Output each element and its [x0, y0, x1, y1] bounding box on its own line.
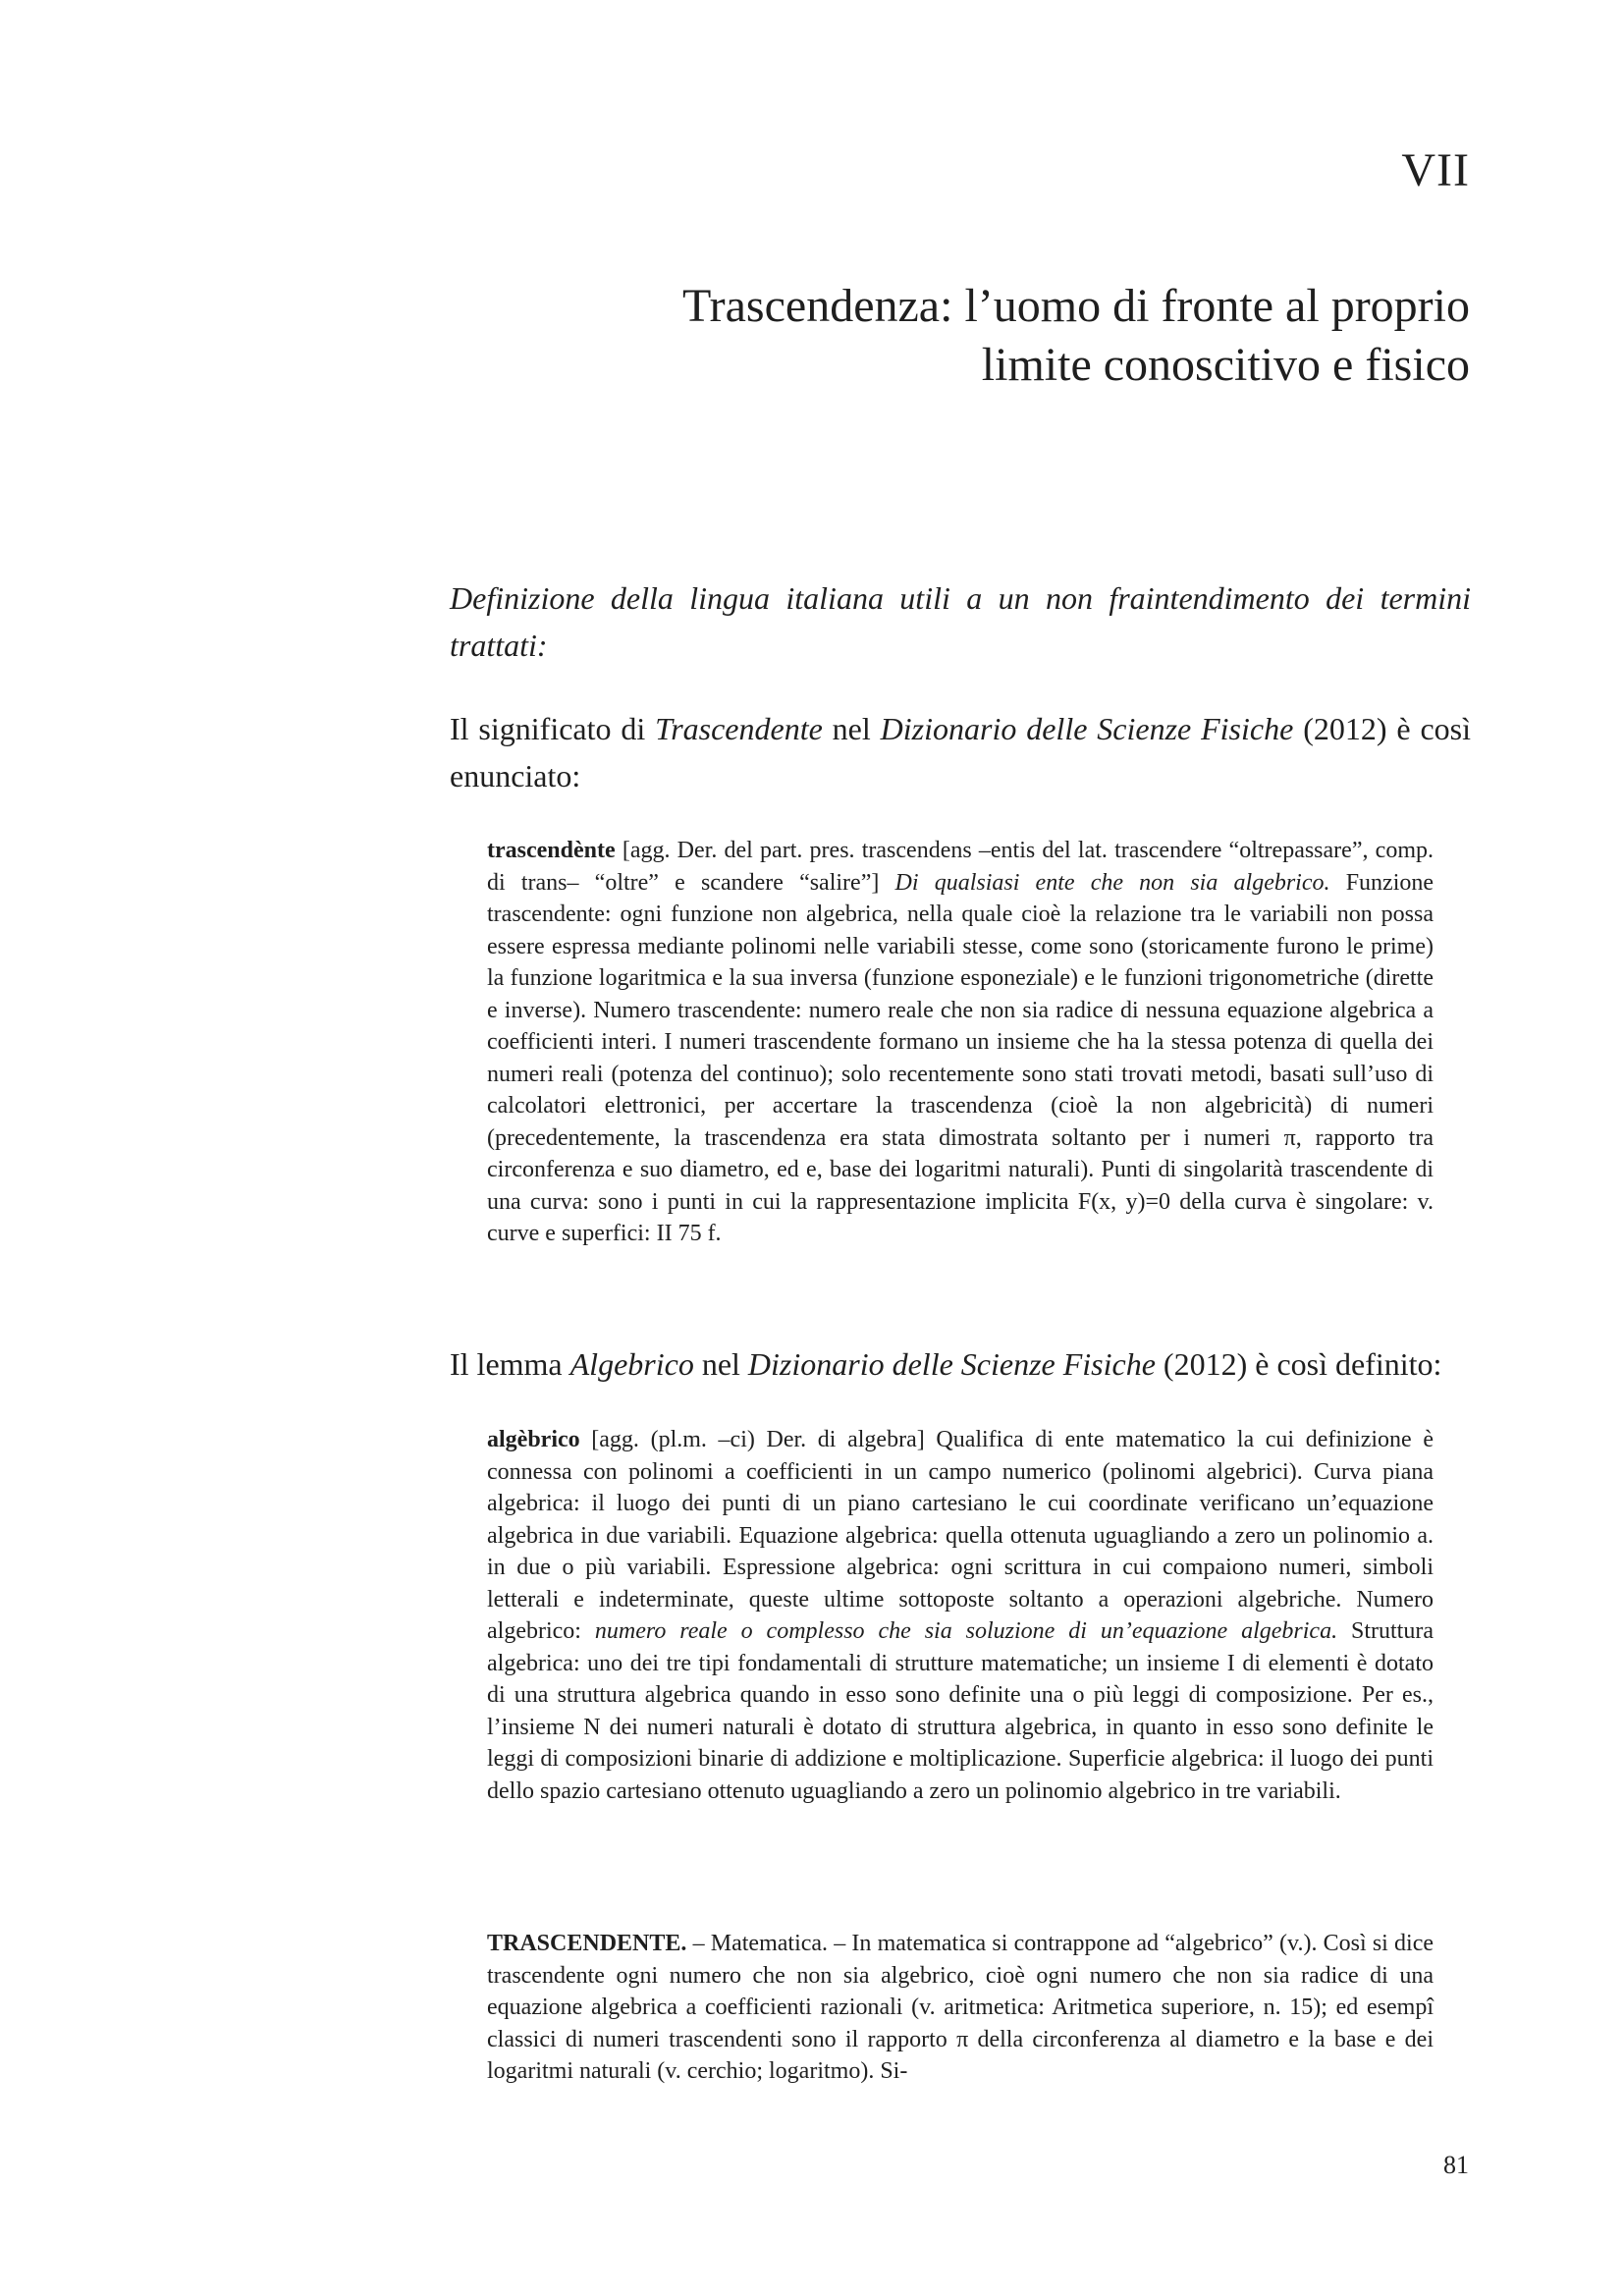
lead-text: nel: [693, 1346, 748, 1382]
intro-heading: Definizione della lingua italiana utili a un non fraintendimento dei termini trattati:: [450, 580, 1471, 663]
entry-text: [agg. (pl.m. –ci) Der. di algebra] Qualifica di ente matematico la cui definizione è connessa con polinomi a coefficienti in un campo numerico (polinomi algebrici). Curva piana algebrica: il luogo dei punti di un piano cartesiano le cui coordinate verificano un’equazione algebrica in due variabili. Equazione algebrica: quella ottenuta uguagliando a zero un polinomio a. in due o più variabili. Espressione algebrica: ogni scrittura in cui compaiono numeri, simboli letterali e indeterminate, queste ultime sottoposte soltanto a operazioni algebriche. Numero algebrico:: [487, 1427, 1434, 1644]
chapter-title-line-1: Trascendenza: l’uomo di fronte al proprio: [681, 280, 1470, 332]
lead-text: Il significato di: [450, 711, 656, 746]
lead-source: Dizionario delle Scienze Fisiche: [880, 711, 1294, 746]
lead-text: (2012) è così enunciato:: [450, 711, 1472, 793]
lead-paragraph-algebrico: [450, 1340, 1471, 1388]
entry-text: – Matematica. – In matematica si contrappone ad “algebrico” (v.). Così si dice trascendente ogni numero che non sia algebrico, cioè ogni numero che non sia radice di una equazione algebrica a coefficienti razionali (v. aritmetica: Aritmetica superiore, n. 15); ed esempî classici di numeri trascendenti sono il rapporto π della circonferenza al diametro e la base e dei logaritmi naturali (v. cerchio; logaritmo). Si-: [487, 1931, 1434, 2084]
chapter-title-line-2: limite conoscitivo e fisico: [981, 339, 1470, 391]
dictionary-entry-algebrico: [487, 1424, 1434, 1807]
entry-text: Struttura algebrica: uno dei tre tipi fondamentali di strutture matematiche; un insieme I di elementi è dotato di una struttura algebrica quando in esso sono definite una o più leggi di composizione. Per es., l’insieme N dei numeri naturali è dotato di struttura algebrica, in quanto in esso sono definite le leggi di composizioni binarie di addizione e moltiplicazione. Superficie algebrica: il luogo dei punti dello spazio cartesiano ottenuto uguagliando a zero un polinomio algebrico in tre variabili.: [487, 1618, 1434, 1804]
lead-source: Dizionario delle Scienze Fisiche: [747, 1346, 1156, 1382]
lead-paragraph-trascendente: [450, 705, 1471, 799]
entry-headword: trascendènte: [487, 838, 616, 863]
lead-text: nel: [822, 711, 881, 746]
lead-text: Il lemma: [450, 1346, 570, 1382]
page-number: 81: [1443, 2151, 1469, 2179]
entry-italic-definition: numero reale o complesso che sia soluzione di un’equazione algebrica.: [594, 1618, 1338, 1644]
entry-italic-definition: Di qualsiasi ente che non sia algebrico.: [894, 869, 1330, 896]
dictionary-entry-trascendente: [487, 835, 1434, 1250]
encyclopedia-entry-trascendente: [487, 1928, 1434, 2088]
chapter-number: VII: [1401, 144, 1470, 196]
entry-headword: TRASCENDENTE.: [487, 1931, 687, 1956]
entry-text: [agg. Der. del part. pres. trascendens –entis del lat. trascendere “oltrepassare”, comp. di trans– “oltre” e scandere “salire”]: [487, 838, 1434, 896]
entry-text: Funzione trascendente: ogni funzione non algebrica, nella quale cioè la relazione tra le variabili non possa essere espressa mediante polinomi nelle variabili stesse, come sono (storicamente furono le prime) la funzione logaritmica e la sua inversa (funzione esponeziale) e le funzioni trigonometriche (dirette e inverse). Numero trascendente: numero reale che non sia radice di nessuna equazione algebrica a coefficienti interi. I numeri trascendente formano un insieme che ha la stessa potenza di quella dei numeri reali (potenza del continuo); solo recentemente sono stati trovati metodi, basati sull’uso di calcolatori elettronici, per accertare la trascendenza (cioè la non algebricità) di numeri (precedentemente, la trascendenza era stata dimostrata soltanto per i numeri π, rapporto tra circonferenza e suo diametro, ed e, base dei logaritmi naturali). Punti di singolarità trascendente di una curva: sono i punti in cui la rappresentazione implicita F(x, y)=0 della curva è singolare: v. curve e superfici: II 75 f.: [487, 869, 1435, 1246]
lead-text: (2012) è così definito:: [1155, 1346, 1442, 1382]
lead-term: Trascendente: [655, 711, 823, 746]
lead-term: Algebrico: [569, 1346, 694, 1382]
chapter-title: [586, 277, 1470, 395]
entry-headword: algèbrico: [487, 1427, 580, 1452]
